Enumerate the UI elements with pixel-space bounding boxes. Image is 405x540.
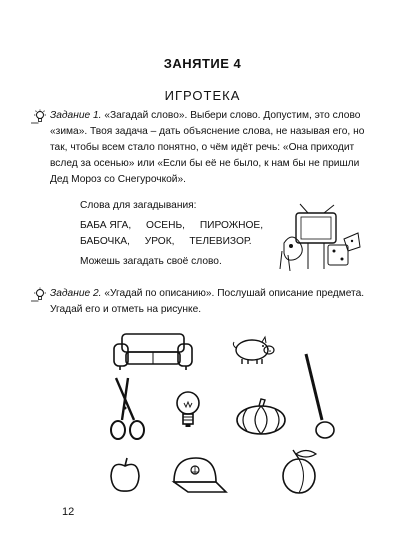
- task-2: [50, 286, 368, 318]
- task-1-text: «Загадай слово». Выбери слово. Допустим, это слово «зима». Твоя задача – дать объяснение слова, не называя его, но так, чтобы всем стало понятно, о чём идёт речь: «Она приходит вслед за осенью» или «Если бы её не было, к нам бы не пришли Дед Мороз со Снегурочкой».: [50, 110, 365, 185]
- task-2-text: «Угадай по описанию». Послушай описание предмета. Угадай его и отметь на рисунке.: [50, 288, 365, 315]
- cap-picture[interactable]: [168, 452, 230, 498]
- sofa-picture[interactable]: [112, 330, 194, 372]
- word-item: ТЕЛЕВИЗОР.: [189, 236, 252, 247]
- task-1: [50, 108, 368, 188]
- ladle-picture[interactable]: [302, 350, 338, 442]
- tv-illustration: [278, 203, 362, 273]
- pig-picture[interactable]: [230, 335, 278, 365]
- idea-bulb-icon: [30, 109, 48, 125]
- word-item: УРОК,: [144, 236, 175, 247]
- plum-picture[interactable]: [278, 448, 322, 496]
- pumpkin-picture[interactable]: [235, 396, 287, 436]
- section-title: ИГРОТЕКА: [164, 88, 241, 103]
- workbook-page: [30, 38, 375, 518]
- scissors-picture[interactable]: [108, 376, 148, 442]
- apple-picture[interactable]: [108, 456, 142, 494]
- page-number: 12: [62, 506, 75, 518]
- task-1-label: Задание 1.: [50, 110, 102, 121]
- word-item: ПИРОЖНОЕ,: [199, 220, 264, 231]
- word-item: ОСЕНЬ,: [146, 220, 185, 231]
- word-item: БАБА ЯГА,: [80, 220, 132, 231]
- task-2-label: Задание 2.: [50, 288, 102, 299]
- lesson-title: ЗАНЯТИЕ 4: [163, 56, 242, 71]
- instruction-text: Можешь загадать своё слово.: [80, 256, 222, 267]
- idea-bulb-icon: [30, 287, 48, 303]
- word-item: БАБОЧКА,: [80, 236, 130, 247]
- words-label: Слова для загадывания:: [80, 200, 197, 211]
- light-bulb-picture[interactable]: [175, 390, 201, 432]
